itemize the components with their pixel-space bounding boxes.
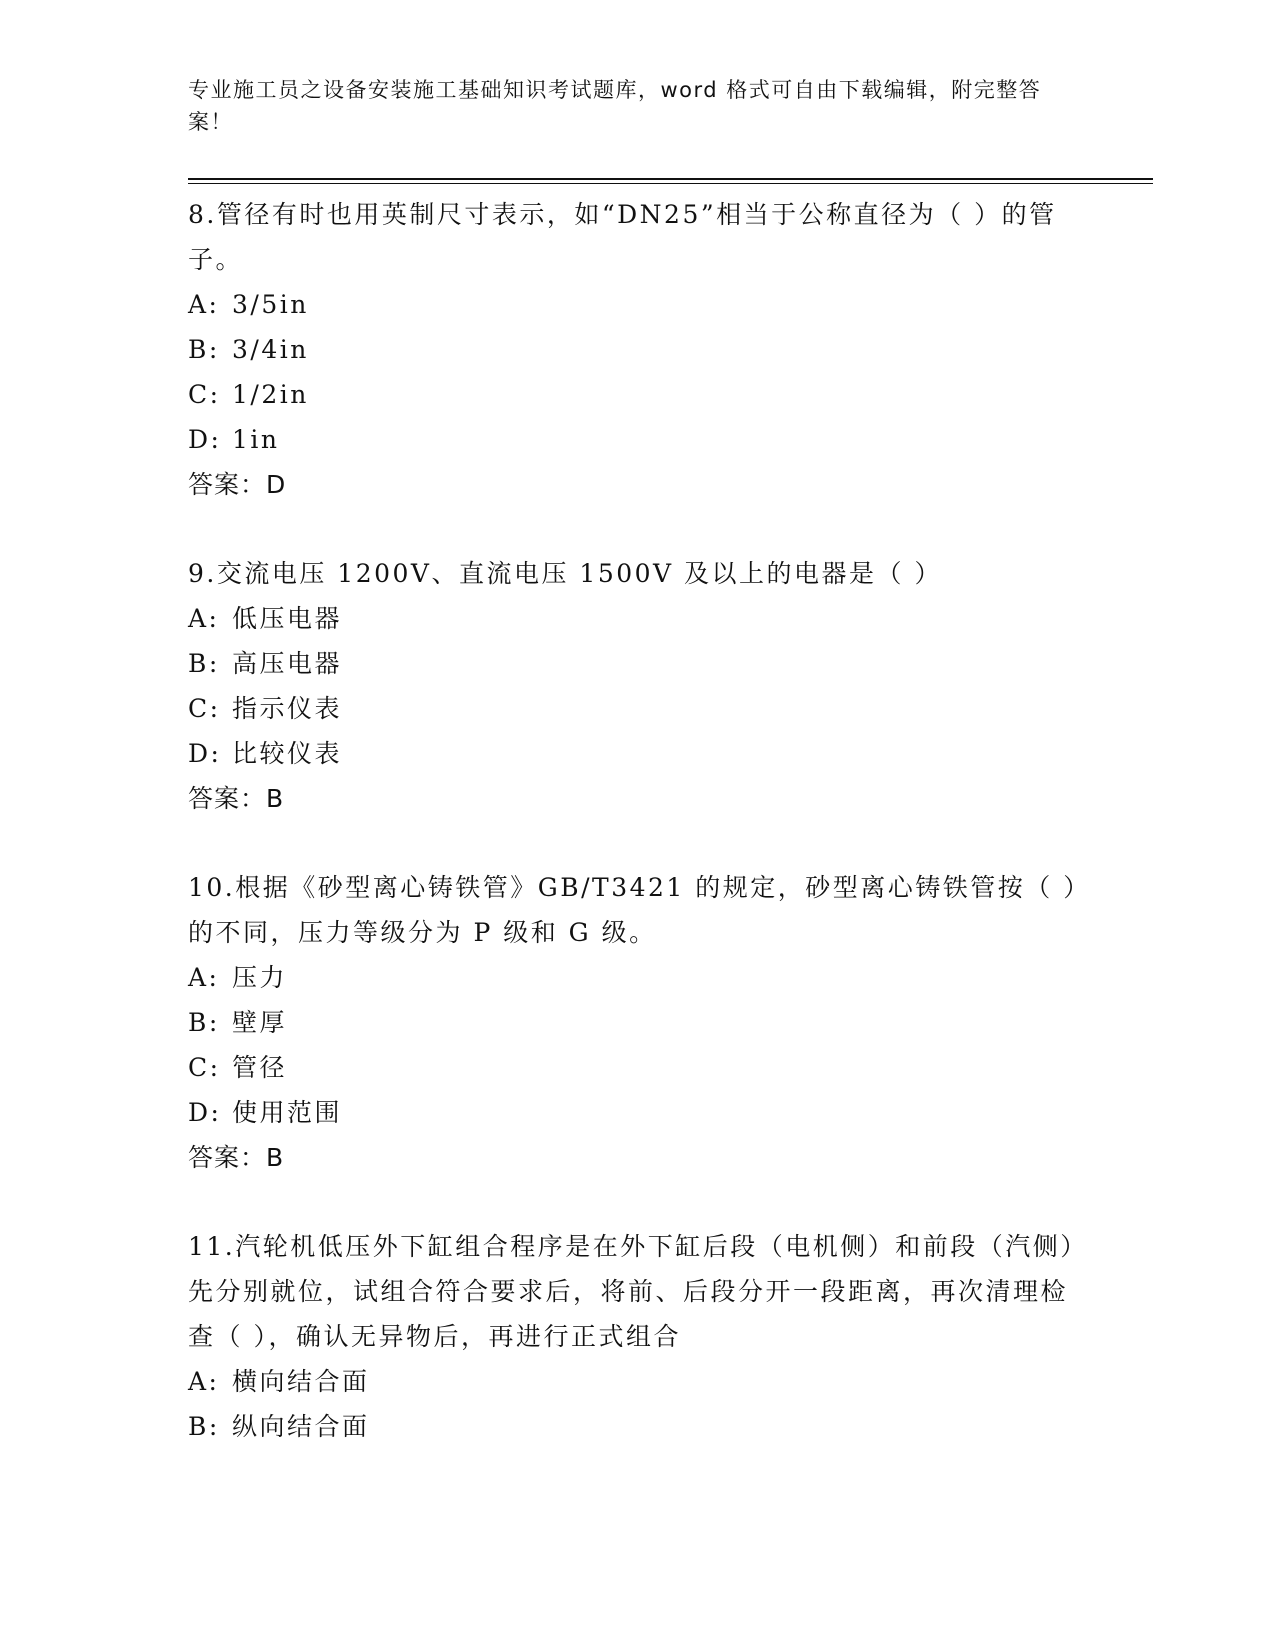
option-b [188, 1404, 1088, 1449]
option-label: D: [188, 1098, 222, 1127]
option-label: A: [188, 963, 220, 992]
question-list [188, 192, 1088, 1493]
option-a [188, 596, 1088, 641]
option-d [188, 417, 1088, 462]
option-text: 高压电器 [232, 649, 343, 678]
option-c [188, 372, 1088, 417]
option-label: B: [188, 335, 220, 364]
option-label: B: [188, 1412, 220, 1441]
option-c [188, 1045, 1088, 1090]
question-10 [188, 865, 1088, 1180]
question-stem: 10.根据《砂型离心铸铁管》GB/T3421 的规定，砂型离心铸铁管按（ ）的不同，压力等级分为 P 级和 G 级。 [188, 873, 1079, 947]
option-a [188, 1359, 1088, 1404]
option-label: C: [188, 380, 221, 409]
option-label: D: [188, 739, 222, 768]
option-b [188, 327, 1088, 372]
question-stem: 8.管径有时也用英制尺寸表示，如“DN25”相当于公称直径为（ ）的管子。 [188, 200, 1057, 274]
option-a [188, 282, 1088, 327]
option-label: A: [188, 290, 220, 319]
question-9 [188, 551, 1088, 821]
document-header: 专业施工员之设备安装施工基础知识考试题库，word 格式可自由下载编辑，附完整答案！ [188, 78, 1042, 134]
option-b [188, 1000, 1088, 1045]
option-text: 管径 [232, 1053, 288, 1082]
option-text: 纵向结合面 [232, 1412, 370, 1441]
question-stem: 9.交流电压 1200V、直流电压 1500V 及以上的电器是（ ） [188, 559, 942, 588]
option-text: 1in [232, 425, 280, 454]
option-text: 低压电器 [232, 604, 343, 633]
question-11 [188, 1224, 1088, 1449]
option-text: 3/5in [232, 290, 309, 319]
question-8 [188, 192, 1088, 507]
option-text: 使用范围 [232, 1098, 343, 1127]
header-divider-thick [188, 178, 1153, 180]
option-text: 横向结合面 [232, 1367, 370, 1396]
option-label: A: [188, 604, 220, 633]
option-label: D: [188, 425, 222, 454]
option-c [188, 686, 1088, 731]
option-b [188, 641, 1088, 686]
header-divider-thin [188, 183, 1153, 184]
option-label: C: [188, 694, 221, 723]
option-a [188, 955, 1088, 1000]
option-text: 壁厚 [232, 1008, 288, 1037]
question-stem: 11.汽轮机低压外下缸组合程序是在外下缸后段（电机侧）和前段（汽侧）先分别就位，试组合符合要求后，将前、后段分开一段距离，再次清理检查（ ），确认无异物后，再进行正式组合 [188, 1232, 1088, 1351]
answer-line: 答案：B [188, 1143, 285, 1172]
option-label: A: [188, 1367, 220, 1396]
option-d [188, 1090, 1088, 1135]
option-label: B: [188, 649, 220, 678]
option-label: B: [188, 1008, 220, 1037]
option-text: 比较仪表 [232, 739, 343, 768]
option-label: C: [188, 1053, 221, 1082]
option-d [188, 731, 1088, 776]
option-text: 3/4in [232, 335, 309, 364]
answer-line: 答案：D [188, 470, 287, 499]
option-text: 1/2in [232, 380, 309, 409]
option-text: 指示仪表 [232, 694, 343, 723]
answer-line: 答案：B [188, 784, 285, 813]
option-text: 压力 [232, 963, 288, 992]
